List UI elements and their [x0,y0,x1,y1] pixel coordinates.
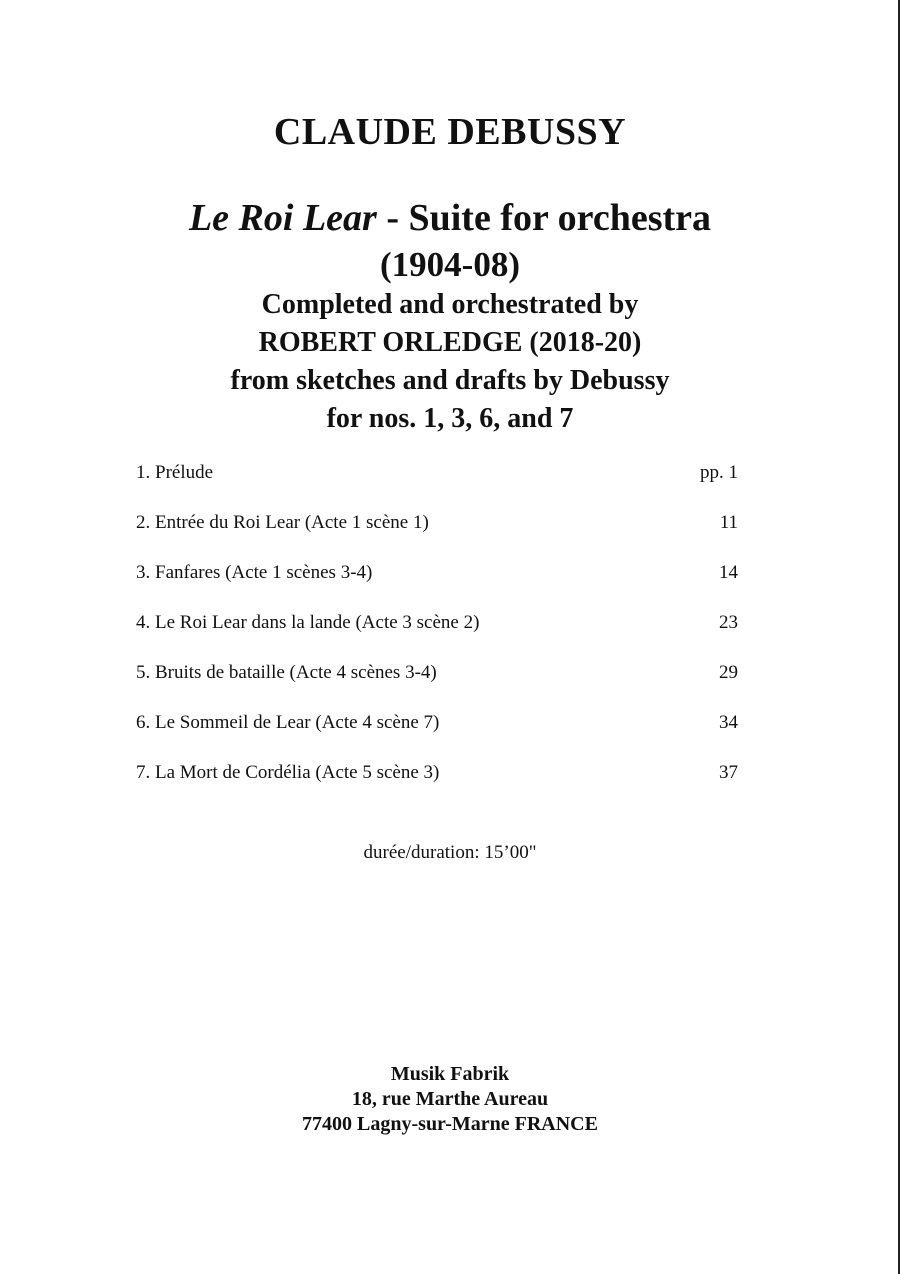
toc-entry-label: 3. Fanfares (Acte 1 scènes 3-4) [136,562,373,583]
toc-entry-label: 2. Entrée du Roi Lear (Acte 1 scène 1) [136,512,429,533]
publisher-city: 77400 Lagny-sur-Marne FRANCE [302,1113,598,1135]
title-block [0,192,900,438]
toc-entry [136,462,738,512]
work-title-italic: Le Roi Lear [188,197,377,239]
toc-entry-page: pp. 1 [700,462,738,483]
toc-entry-label: 7. La Mort de Cordélia (Acte 5 scène 3) [136,762,440,783]
credit-line: Completed and orchestrated by [261,289,639,320]
work-title-separator: - [376,197,409,239]
credit-line: from sketches and drafts by Debussy [230,365,670,396]
toc-entry-label: 5. Bruits de bataille (Acte 4 scènes 3-4) [136,662,437,683]
duration-note: durée/duration: 15’00" [363,842,537,863]
credit-line: for nos. 1, 3, 6, and 7 [326,403,574,434]
composer-name: CLAUDE DEBUSSY [273,111,627,153]
toc-entry-page: 37 [719,762,738,783]
toc-entry [136,512,738,562]
toc-entry-page: 14 [719,562,738,583]
toc-entry-label: 4. Le Roi Lear dans la lande (Acte 3 scène 2) [136,612,480,633]
credit-line: ROBERT ORLEDGE (2018-20) [258,327,642,358]
toc-entry-page: 23 [719,612,738,633]
work-title-rest: Suite for orchestra [408,197,712,239]
toc-entry [136,562,738,612]
table-of-contents [136,462,738,812]
toc-entry-label: 1. Prélude [136,462,214,483]
toc-entry [136,712,738,762]
publisher-name: Musik Fabrik [390,1063,510,1085]
toc-entry-page: 34 [719,712,738,733]
toc-entry-page: 11 [719,512,738,533]
toc-entry-page: 29 [719,662,738,683]
toc-entry [136,762,738,812]
toc-entry [136,612,738,662]
publisher-address [0,1062,900,1137]
publisher-street: 18, rue Marthe Aureau [351,1088,549,1110]
work-dates: (1904-08) [380,245,520,284]
toc-entry-label: 6. Le Sommeil de Lear (Acte 4 scène 7) [136,712,440,733]
toc-entry [136,662,738,712]
work-title [0,192,900,244]
